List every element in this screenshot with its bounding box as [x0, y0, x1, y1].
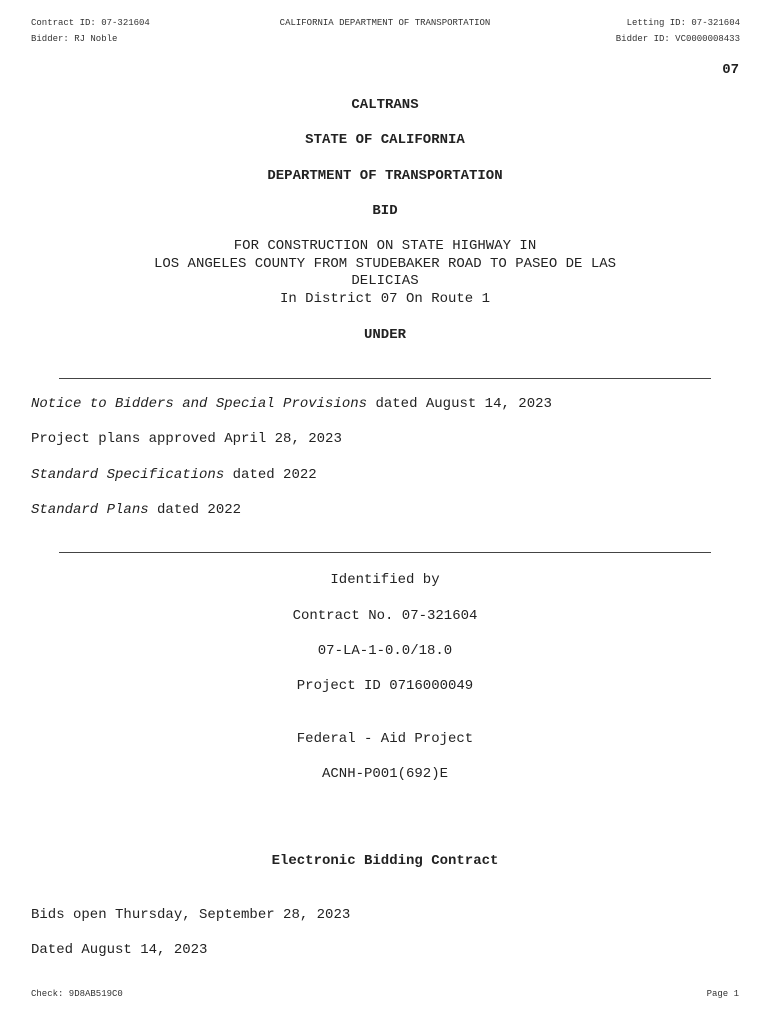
- divider-bottom: [59, 552, 711, 553]
- document-line-1: Notice to Bidders and Special Provisions dated August 14, 2023: [31, 396, 552, 412]
- title-bid: BID: [372, 203, 398, 219]
- identified-by: Identified by: [330, 572, 440, 588]
- title-state: STATE OF CALIFORNIA: [305, 132, 465, 148]
- bids-open: Bids open Thursday, September 28, 2023: [31, 907, 351, 923]
- document-line-2: Project plans approved April 28, 2023: [31, 431, 342, 447]
- dated: Dated August 14, 2023: [31, 942, 208, 958]
- document-line-3: Standard Specifications dated 2022: [31, 467, 317, 483]
- under-heading: UNDER: [363, 327, 406, 343]
- location-code: 07-LA-1-0.0/18.0: [317, 643, 453, 659]
- contract-id: Contract ID: 07-321604: [31, 18, 150, 28]
- check-code: Check: 9D8AB519C0: [31, 989, 123, 999]
- electronic-bidding-title: Electronic Bidding Contract: [271, 853, 499, 869]
- title-department: DEPARTMENT OF TRANSPORTATION: [267, 168, 503, 184]
- description-line-4: In District 07 On Route 1: [279, 291, 491, 307]
- description-line-2: LOS ANGELES COUNTY FROM STUDEBAKER ROAD TO PASEO DE LAS: [153, 256, 617, 272]
- letting-id: Letting ID: 07-321604: [626, 18, 740, 28]
- project-id: Project ID 0716000049: [296, 678, 474, 694]
- acnh-number: ACNH-P001(692)E: [321, 766, 449, 782]
- title-caltrans: CALTRANS: [351, 97, 419, 113]
- agency-header: CALIFORNIA DEPARTMENT OF TRANSPORTATION: [279, 18, 491, 28]
- description-line-3: DELICIAS: [351, 273, 419, 289]
- federal-aid-project: Federal - Aid Project: [296, 731, 474, 747]
- bidder-name: Bidder: RJ Noble: [31, 34, 118, 44]
- description-line-1: FOR CONSTRUCTION ON STATE HIGHWAY IN: [233, 238, 537, 254]
- document-line-4: Standard Plans dated 2022: [31, 502, 242, 518]
- bidder-id: Bidder ID: VC0000008433: [615, 34, 740, 44]
- divider-top: [59, 378, 711, 379]
- contract-number: Contract No. 07-321604: [292, 608, 478, 624]
- page-number: Page 1: [706, 989, 739, 999]
- district-number: 07: [722, 62, 739, 78]
